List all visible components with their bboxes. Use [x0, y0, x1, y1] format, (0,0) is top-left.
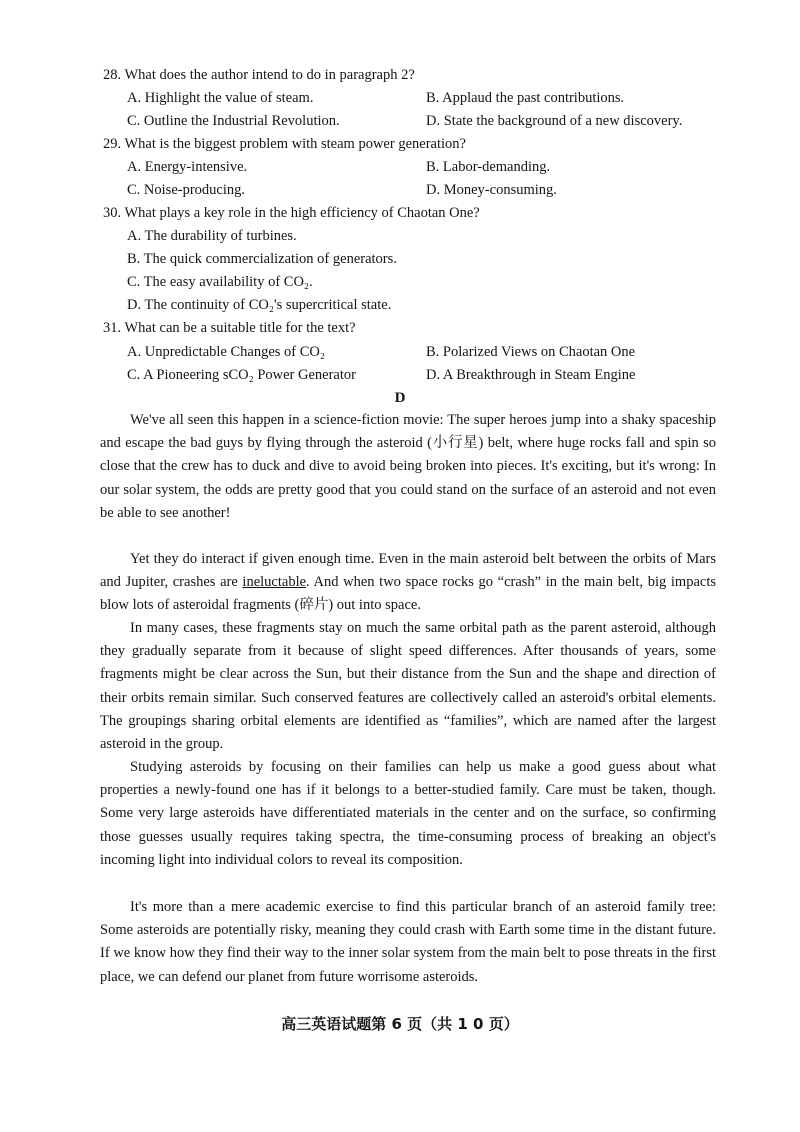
q30-option-b: B. The quick commercialization of generators.	[127, 251, 397, 267]
question-29-stem: 29. What is the biggest problem with steam power generation?	[103, 136, 466, 152]
q31-option-a: A. Unpredictable Changes of CO₂	[127, 344, 325, 360]
q30-option-a: A. The durability of turbines.	[127, 228, 297, 244]
passage-paragraph-1: We've all seen this happen in a science-fiction movie: The super heroes jump into a shaky spaceship and escape the bad guys by flying through the asteroid (小行星) belt, where huge rocks fall and spin so close that the crew has to duck and dive to avoid being broken into pieces. It's exciting, but it's wrong: In our solar system, the odds are pretty good that you could stand on the surface of an asteroid and not even be able to see another!	[100, 412, 716, 521]
passage-paragraph-4: Studying asteroids by focusing on their families can help us make a good guess about what properties a newly-found one has if it belongs to a better-studied family. Care must be taken, though. Some very large asteroids have differentiated materials in the center and on the surface, so confirming those guesses usually requires taking spectra, the time-consuming process of breaking an object's incoming light into individual colors to reveal its composition.	[100, 759, 716, 868]
paragraph-2-text-before: Yet they do interact if given enough time. Even in the main asteroid belt between the orbits of Mars and Jupiter, crashes are	[100, 551, 716, 591]
q28-option-c: C. Outline the Industrial Revolution.	[127, 113, 340, 129]
question-28-stem: 28. What does the author intend to do in paragraph 2?	[103, 67, 415, 83]
q29-option-a: A. Energy-intensive.	[127, 159, 248, 175]
q28-option-b: B. Applaud the past contributions.	[426, 90, 625, 106]
q30-option-d: D. The continuity of CO₂'s supercritical state.	[127, 297, 392, 313]
q30-option-c: C. The easy availability of CO₂.	[127, 274, 313, 290]
q29-option-c: C. Noise-producing.	[127, 182, 245, 198]
passage-paragraph-2	[100, 548, 716, 618]
paragraph-2-text-after: . And when two space rocks go “crash” in the main belt, big impacts blow lots of asteroidal fragments (碎片) out into space.	[100, 574, 716, 614]
section-heading: D	[394, 390, 406, 406]
q28-option-d: D. State the background of a new discovery.	[426, 113, 683, 129]
q29-option-d: D. Money-consuming.	[426, 182, 557, 198]
q31-option-c: C. A Pioneering sCO₂ Power Generator	[127, 367, 356, 383]
passage-paragraph-5: It's more than a mere academic exercise to find this particular branch of an asteroid family tree: Some asteroids are potentially risky, meaning they could crash with Earth some time in the distant future. If we know how they find their way to the inner solar system from the main belt to pose threats in the first place, we can defend our planet from future worrisome asteroids.	[100, 899, 716, 985]
q31-option-b: B. Polarized Views on Chaotan One	[426, 344, 636, 360]
q29-option-b: B. Labor-demanding.	[426, 159, 551, 175]
question-30-stem: 30. What plays a key role in the high efficiency of Chaotan One?	[103, 205, 480, 221]
page-footer: 高三英语试题第 6 页（共 1 0 页）	[281, 1015, 519, 1033]
passage-paragraph-3: In many cases, these fragments stay on much the same orbital path as the parent asteroid, although they gradually separate from it because of slight speed differences. After thousands of years, some fragments might be clear across the Sun, but their distance from the Sun and the shape and direction of their orbits remain similar. Such conserved features are collectively called an asteroid's orbital elements. The groupings sharing orbital elements are identified as “families”, which are named after the largest asteroid in the group.	[100, 620, 716, 753]
question-31-stem: 31. What can be a suitable title for the text?	[103, 320, 356, 336]
q31-option-d: D. A Breakthrough in Steam Engine	[426, 367, 636, 383]
q28-option-a: A. Highlight the value of steam.	[127, 90, 314, 106]
underlined-word: ineluctable	[242, 574, 307, 591]
